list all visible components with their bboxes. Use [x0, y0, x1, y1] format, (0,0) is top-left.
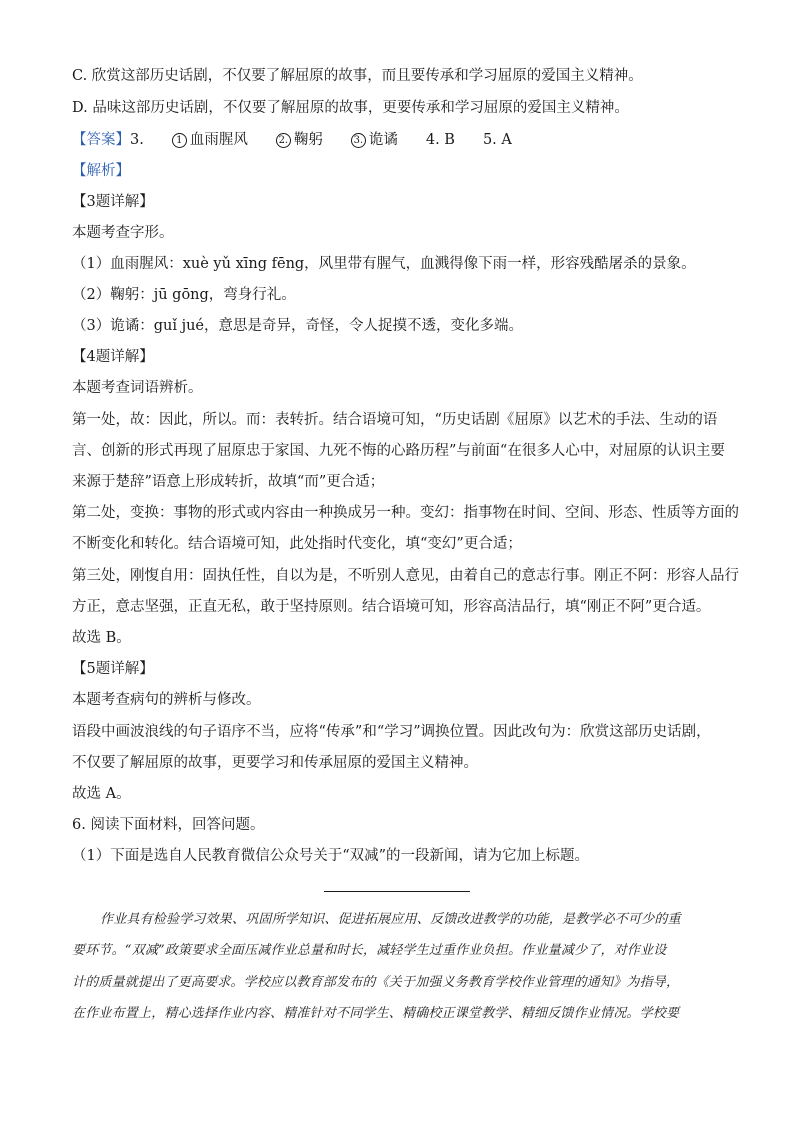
- answer-q3-number: 3.: [130, 132, 144, 148]
- q4-line: 不断变化和转化。结合语境可知，此处指时代变化，填“变幻”更合适；: [72, 536, 522, 552]
- answer-item-1: 血雨腥风: [189, 132, 248, 148]
- q5-intro: 本题考查病句的辨析与修改。: [72, 692, 261, 708]
- answer-item-3: 诡谲: [368, 132, 398, 148]
- answer-item-2: 鞠躬: [293, 132, 323, 148]
- q3-item: （2）鞠躬：jū gōng，弯身行礼。: [72, 287, 296, 303]
- q3-item: （3）诡谲：guǐ jué，意思是奇异，奇怪，令人捉摸不透，变化多端。: [72, 318, 524, 334]
- q4-heading: 【4题详解】: [72, 349, 154, 365]
- answer-q5: 5. A: [482, 132, 512, 148]
- answer-tag: 【答案】: [72, 132, 130, 148]
- q4-line: 第三处，刚愎自用：固执任性，自以为是，不听别人意见，由着自己的意志行事。刚正不阿：形容人品行: [72, 568, 739, 584]
- answer-row: [72, 130, 722, 150]
- news-line: 计的质量就提出了更高要求。学校应以教育部发布的《关于加强义务教育学校作业管理的通知》为指导，: [72, 975, 680, 990]
- news-line: 在作业布置上，精心选择作业内容、精准针对不同学生、精确校正课堂教学、精细反馈作业情况。学校要: [72, 1006, 680, 1021]
- q6-sub1: （1）下面是选自人民教育微信公众号关于“双减”的一段新闻，请为它加上标题。: [72, 848, 590, 864]
- q6-stem: 6. 阅读下面材料，回答问题。: [72, 817, 265, 833]
- q3-intro: 本题考查字形。: [72, 225, 174, 241]
- answer-circle-1: 1: [172, 133, 187, 148]
- q4-line: 方正，意志坚强，正直无私，敢于坚持原则。结合语境可知，形容高洁品行，填“刚正不阿”更合适。: [72, 599, 711, 615]
- q4-line: 第一处，故：因此，所以。而：表转折。结合语境可知，“历史话剧《屈原》以艺术的手法、生动的语: [72, 412, 718, 428]
- q3-heading: 【3题详解】: [72, 194, 154, 210]
- option-d: D. 品味这部历史话剧，不仅要了解屈原的故事，更要传承和学习屈原的爱国主义精神。: [72, 100, 629, 116]
- answer-circle-2: 2.: [276, 133, 291, 148]
- title-blank-line: [324, 891, 470, 892]
- q4-line: 言、创新的形式再现了屈原忠于家国、九死不悔的心路历程”与前面“在很多人心中，对屈原的认识主要: [72, 443, 725, 459]
- q4-line: 故选 B。: [72, 630, 131, 646]
- news-line: 作业具有检验学习效果、巩固所学知识、促进拓展应用、反馈改进教学的功能，是教学必不可少的重: [100, 912, 681, 927]
- q4-intro: 本题考查词语辨析。: [72, 380, 203, 396]
- q5-line: 故选 A。: [72, 786, 131, 802]
- q5-heading: 【5题详解】: [72, 661, 154, 677]
- analysis-tag: 【解析】: [72, 163, 130, 179]
- news-line: 要环节。“双减”政策要求全面压减作业总量和时长，减轻学生过重作业负担。作业量减少了，对作业设: [72, 943, 667, 958]
- q3-item: （1）血雨腥风：xuè yǔ xīng fēng，风里带有腥气，血溅得像下雨一样，形容残酷屠杀的景象。: [72, 256, 696, 272]
- q5-line: 不仅要了解屈原的故事，更要学习和传承屈原的爱国主义精神。: [72, 755, 478, 771]
- q5-line: 语段中画波浪线的句子语序不当，应将“传承”和“学习”调换位置。因此改句为：欣赏这部历史话剧，: [72, 724, 711, 740]
- q4-line: 第二处，变换：事物的形式或内容由一种换成另一种。变幻：指事物在时间、空间、形态、性质等方面的: [72, 505, 739, 521]
- q4-line: 来源于楚辞”语意上形成转折，故填“而”更合适；: [72, 474, 385, 490]
- answer-q4: 4. B: [425, 132, 455, 148]
- option-c: C. 欣赏这部历史话剧，不仅要了解屈原的故事，而且要传承和学习屈原的爱国主义精神。: [72, 68, 643, 84]
- answer-circle-3: 3.: [351, 133, 366, 148]
